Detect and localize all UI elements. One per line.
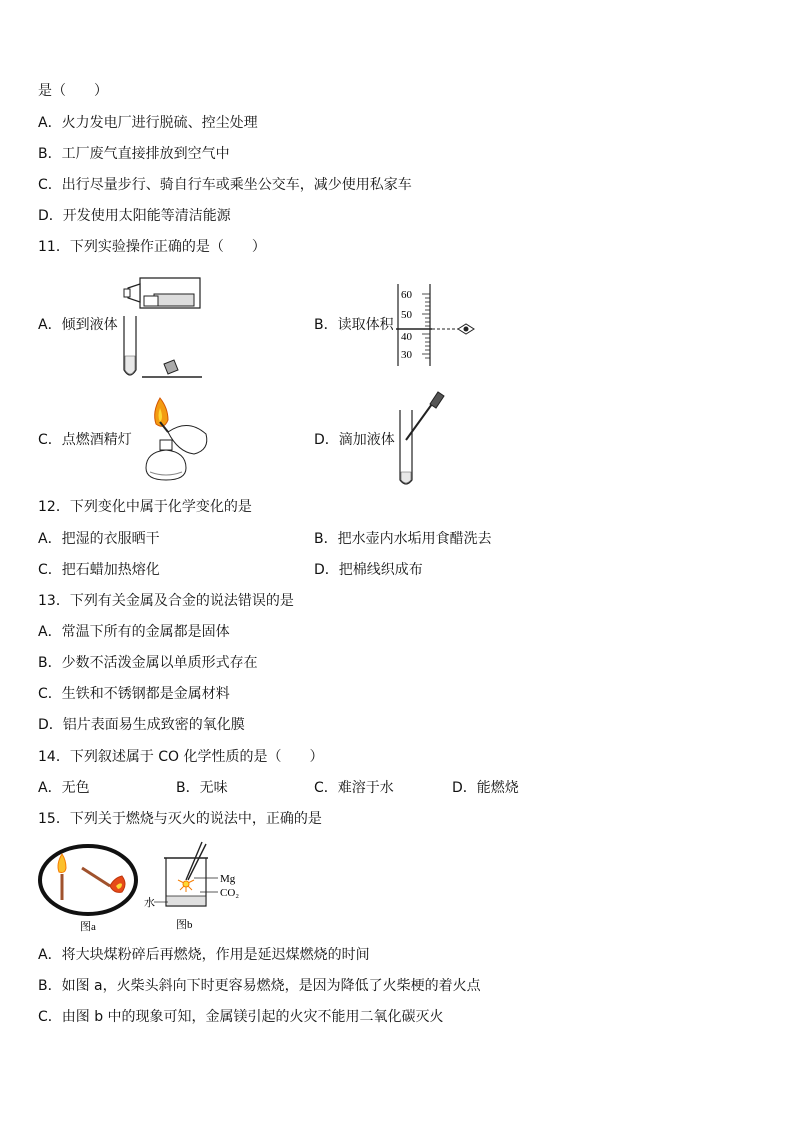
graduated-cylinder-figure	[392, 282, 482, 368]
q14-option-a: A．无色	[38, 780, 90, 796]
q11-option-a: A．倾到液体	[38, 317, 118, 333]
cylinder-tick-label: 50	[401, 309, 412, 321]
q10-option-c: C．出行尽量步行、骑自行车或乘坐公交车，减少使用私家车	[38, 177, 412, 193]
q14-option-c: C．难溶于水	[314, 780, 394, 796]
q15-stem: 15．下列关于燃烧与灭火的说法中，正确的是	[38, 811, 322, 827]
q15-option-c: C．由图 b 中的现象可知，金属镁引起的火灾不能用二氧化碳灭火	[38, 1009, 444, 1025]
q10-option-b: B．工厂废气直接排放到空气中	[38, 146, 230, 162]
match-figure-a	[38, 842, 142, 932]
cylinder-tick-label: 60	[401, 289, 412, 301]
q15-option-b: B．如图 a，火柴头斜向下时更容易燃烧，是因为降低了火柴梗的着火点	[38, 978, 481, 994]
cylinder-tick-label: 30	[401, 349, 412, 361]
q10-stem-tail: 是（ ）	[38, 83, 108, 99]
q14-stem: 14．下列叙述属于 CO 化学性质的是（ ）	[38, 749, 324, 765]
q11-option-c: C．点燃酒精灯	[38, 432, 132, 448]
q13-option-a: A．常温下所有的金属都是固体	[38, 624, 230, 640]
q12-option-a: A．把湿的衣服晒干	[38, 531, 160, 547]
q10-option-a: A．火力发电厂进行脱硫、控尘处理	[38, 115, 258, 131]
figure-b-caption: 图b	[176, 919, 193, 931]
pouring-liquid-figure	[118, 270, 204, 382]
q12-option-b: B．把水壶内水垢用食醋洗去	[314, 531, 492, 547]
q10-option-d: D．开发使用太阳能等清洁能源	[38, 208, 231, 224]
cylinder-tick-label: 40	[401, 331, 412, 343]
alcohol-lamp-figure	[138, 394, 218, 484]
eye-icon	[464, 327, 469, 332]
q11-option-b: B．读取体积	[314, 317, 394, 333]
q13-option-c: C．生铁和不锈钢都是金属材料	[38, 686, 230, 702]
q15-option-a: A．将大块煤粉碎后再燃烧，作用是延迟煤燃烧的时间	[38, 947, 370, 963]
mg-label: Mg	[220, 873, 236, 885]
co2-label: CO₂	[220, 887, 240, 899]
q12-stem: 12．下列变化中属于化学变化的是	[38, 499, 252, 515]
figure-a-caption: 图a	[80, 921, 96, 932]
q13-option-b: B．少数不活泼金属以单质形式存在	[38, 655, 258, 671]
q13-option-d: D．铝片表面易生成致密的氧化膜	[38, 717, 245, 733]
q14-option-b: B．无味	[176, 780, 228, 796]
q12-option-c: C．把石蜡加热熔化	[38, 562, 160, 578]
q13-stem: 13．下列有关金属及合金的说法错误的是	[38, 593, 294, 609]
mg-co2-figure-b	[144, 840, 254, 934]
q11-option-d: D．滴加液体	[314, 432, 395, 448]
dropper-test-tube-figure	[392, 390, 448, 488]
q11-stem: 11．下列实验操作正确的是（ ）	[38, 239, 266, 255]
water-label: 水	[144, 897, 155, 909]
q12-option-d: D．把棉线织成布	[314, 562, 423, 578]
q14-option-d: D．能燃烧	[452, 780, 519, 796]
